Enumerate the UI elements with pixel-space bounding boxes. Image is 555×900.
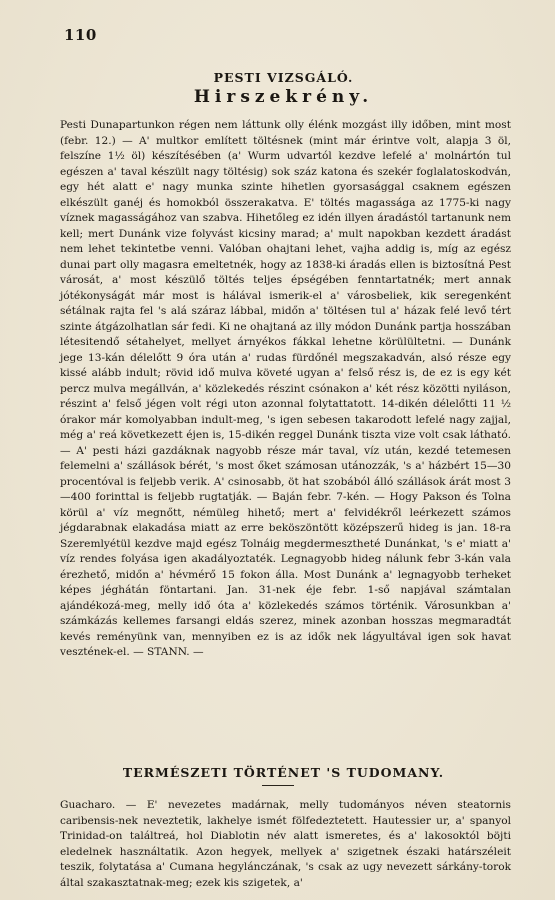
section-title-termeszeti-tortenet: TERMÉSZETI TÖRTÉNET 'S TUDOMANY. (122, 765, 445, 780)
article-body-news: Pesti Dunapartunkon régen nem láttunk olly élénk mozgást illy időben, mint most (febr. 12.) — A' multkor említett töltésnek (mint már érintve volt, alapja 3 öl, felszíne 1½ öl) készítésében (a' Wurm udvartól kezdve lefelé a' molnártón tul egészen a' taval készült nagy töltésig) sok száz katona és szekér foglalatoskodván, egy hét alatt e' nagy munka szinte hihetlen gyorsasággal csaknem egészen elkészült ganéj és homokból összerakatva. E' töltés magassága az 1775-ki nagy víznek magasságához van szabva. Hihetőleg ez idén illyen áradástól tartanunk nem kell; mert Dunánk vize folyvást kicsiny marad; a' mult napokban kezdett áradást nem lehet tekintetbe venni. Valóban ohajtani lehet, vajha addig is, míg az egész dunai part olly magasra emeltetnék, hogy az 1838-ki áradás ellen is biztosítná Pest városát, a' most készülő töltés teljes épségében fenntartatnék; mert annak jótékonyságát már most is hálával ismerik-el a' városbeliek, kik seregenként sétálnak rajta fel 's alá száraz lábbal, midőn a' töltésen tul a' házak felé levő tért szinte átgázolhatlan sár fedi. Ki ne ohajtaná az illy módon Dunánk partja hosszában létesitendő sétahelyet, mellyet árnyékos fákkal lehetne körülültetni. — Dunánk jege 13-kán délelőtt 9 óra után a' rudas fürdőnél megszakadván, alsó része egy kissé alább indult; rövid idő mulva követé ugyan a' felső rész is, de ez is egy két percz mulva megállván, a' közlekedés részint csónakon a' két rész közötti nyiláson, részint a' felső jégen volt régi uton azonnal folytattatott. 14-dikén délelőtti 11 ½ órakor már komolyabban indult-meg, 's igen sebesen takarodott lefelé nagy zajjal, még a' reá következett éjen is, 15-dikén reggel Dunánk tiszta vize volt csak látható. — A' pesti házi gazdáknak nagyobb része már taval, víz után, kezdé tetemesen felemelni a' szállások bérét, 's most őket számosan utánozzák, 's a' házbért 15—30 procentóval is feljebb verik. A' csinosabb, öt hat szobából álló szállások árát most 3—400 forinttal is feljebb rugtatják. — Baján febr. 7-kén. — Hogy Pakson és Tolna körül a' víz megnőtt, némüleg hihető; mert a' felvidékről leérkezett számos jégdarabnak elakadása miatt az erre beköszöntött középszerű hideg is jan. 18-ra Szeremlyétül kezdve majd egész Tolnáig megdermesztheté Dunánkat, 's e' miatt a' víz rendes folyása igen akadályoztaték. Legnagyobb hideg nálunk febr 3-kán vala érezhető, midőn a' hévmérő 15 fokon álla. Most Dunánk a' legnagyobb terheket képes jéghátán föntartani. Jan. 31-nek éje febr. 1-ső napjával számtalan ajándékozá-meg, melly idő óta a' közlekedés számos történik. Városunkban a' számkázás kellemes farsangi eldás szerez, minek azonban hosszas megmaradtát kevés reményünk van, mennyiben ez is az idők nek lágyultával igen sok havat vesztének-el. — STANN. — (60, 119, 511, 658)
page-number: 110 (64, 26, 97, 44)
title-rule-divider (262, 785, 294, 786)
article-body-guacharo: Guacharo. — E' nevezetes madárnak, melly tudományos néven steatornis caribensis-nek neveztetik, lakhelye ismét fölfedeztetett. Hautessier ur, a' spanyol Trinidad-on találtreá, hol Diablotin név alatt ismeretes, és a' lakosoktól böjti eledelnek használtatik. Azon hegyek, mellyek a' szigetnek északi határszéleit teszik, folytatása a' Cumana hegylánczának, 's csak az ugy nevezett sárkány-torok által szakasztatnak-meg; ezek kis szigetek, a' (60, 799, 511, 889)
section-title-pesti-vizsgalo: PESTI VIZSGÁLÓ. (213, 70, 354, 85)
section-subtitle-hirszekreny: Hirszekrény. (193, 87, 374, 107)
